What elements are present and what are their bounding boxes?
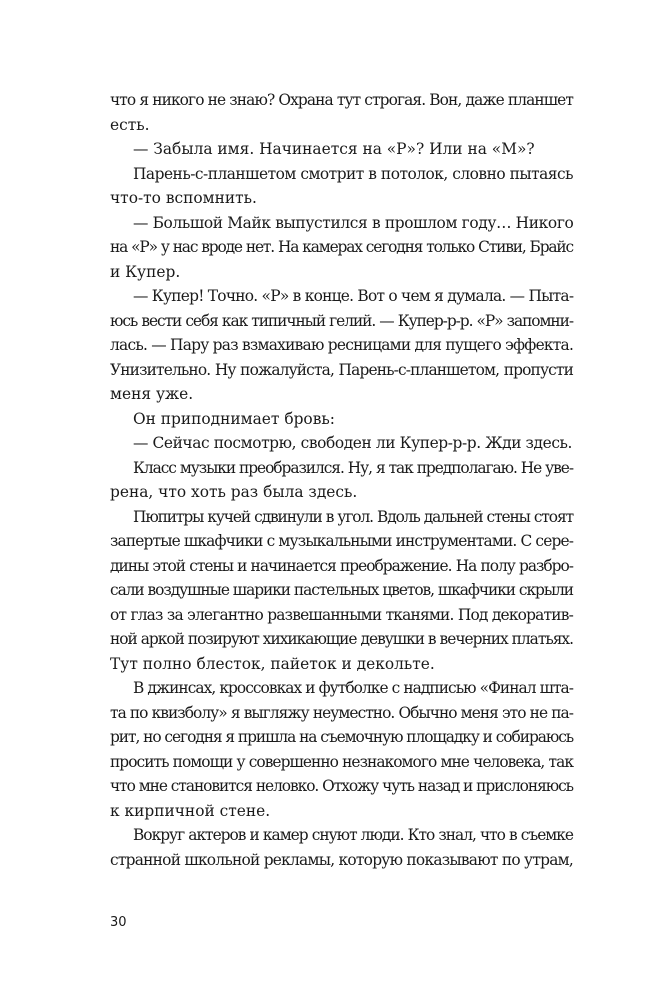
text-line: и Купер.	[110, 262, 181, 281]
text-line: — Купер! Точно. «Р» в конце. Вот о чем я думала. — Пыта-	[133, 287, 574, 305]
text-line: рит, но сегодня я пришла на съемочную площадку и собираюсь	[110, 728, 574, 746]
text-line: меня уже.	[110, 385, 194, 403]
text-line: — Сейчас посмотрю, свободен ли Купер-р-р. Жди здесь.	[133, 434, 573, 452]
text-line: к кирпичной стене.	[110, 801, 271, 820]
text-line: что мне становится неловко. Отхожу чуть назад и прислоняюсь	[110, 777, 573, 795]
text-line: странной школьной рекламы, которую показывают по утрам,	[110, 850, 573, 869]
text-line: лась. — Пару раз взмахиваю ресницами для пущего эффекта.	[110, 336, 574, 354]
text-line: юсь вести себя как типичный гелий. — Купер-р-р. «Р» запомни-	[110, 311, 573, 330]
text-line: — Большой Майк выпустился в прошлом году… Никого	[133, 213, 574, 232]
text-line: на «Р» у нас вроде нет. На камерах сегодня только Стиви, Брайс	[110, 238, 573, 256]
text-line: Вокруг актеров и камер снуют люди. Кто знал, что в съемке	[133, 826, 573, 844]
page-number: 30	[110, 915, 127, 930]
body-text	[110, 88, 573, 872]
text-line: та по квизболу» я выгляжу неуместно. Обычно меня это не па-	[110, 703, 573, 722]
text-line: ной аркой позируют хихикающие девушки в вечерних платьях.	[110, 630, 573, 648]
text-line: В джинсах, кроссовках и футболке с надписью «Финал шта-	[133, 679, 573, 697]
text-line: есть.	[110, 115, 150, 134]
text-line: Пюпитры кучей сдвинули в угол. Вдоль дальней стены стоят	[133, 507, 573, 526]
text-line: Тут полно блесток, пайеток и декольте.	[110, 654, 435, 673]
text-line: просить помощи у совершенно незнакомого мне человека, так	[110, 752, 573, 771]
text-line: дины этой стены и начинается преображение. На полу разбро-	[110, 556, 573, 575]
text-line: рена, что хоть раз была здесь.	[110, 483, 358, 501]
text-line: от глаз за элегантно развешанными тканями. Под декоратив-	[110, 605, 573, 624]
text-line: запертые шкафчики с музыкальными инструментами. С сере-	[110, 532, 574, 550]
text-line: — Забыла имя. Начинается на «Р»? Или на «М»?	[133, 140, 535, 158]
text-line: что-то вспомнить.	[110, 189, 257, 207]
text-line: сали воздушные шарики пастельных цветов, шкафчики скрыли	[110, 581, 573, 599]
text-line: Он приподнимает бровь:	[133, 409, 335, 428]
text-line: Класс музыки преобразился. Ну, я так предполагаю. Не уве-	[133, 458, 573, 477]
text-line: Унизительно. Ну пожалуйста, Парень-с-планшетом, пропусти	[110, 360, 573, 379]
text-line: Парень-с-планшетом смотрит в потолок, словно пытаясь	[133, 164, 573, 183]
text-line: что я никого не знаю? Охрана тут строгая. Вон, даже планшет	[110, 91, 573, 109]
